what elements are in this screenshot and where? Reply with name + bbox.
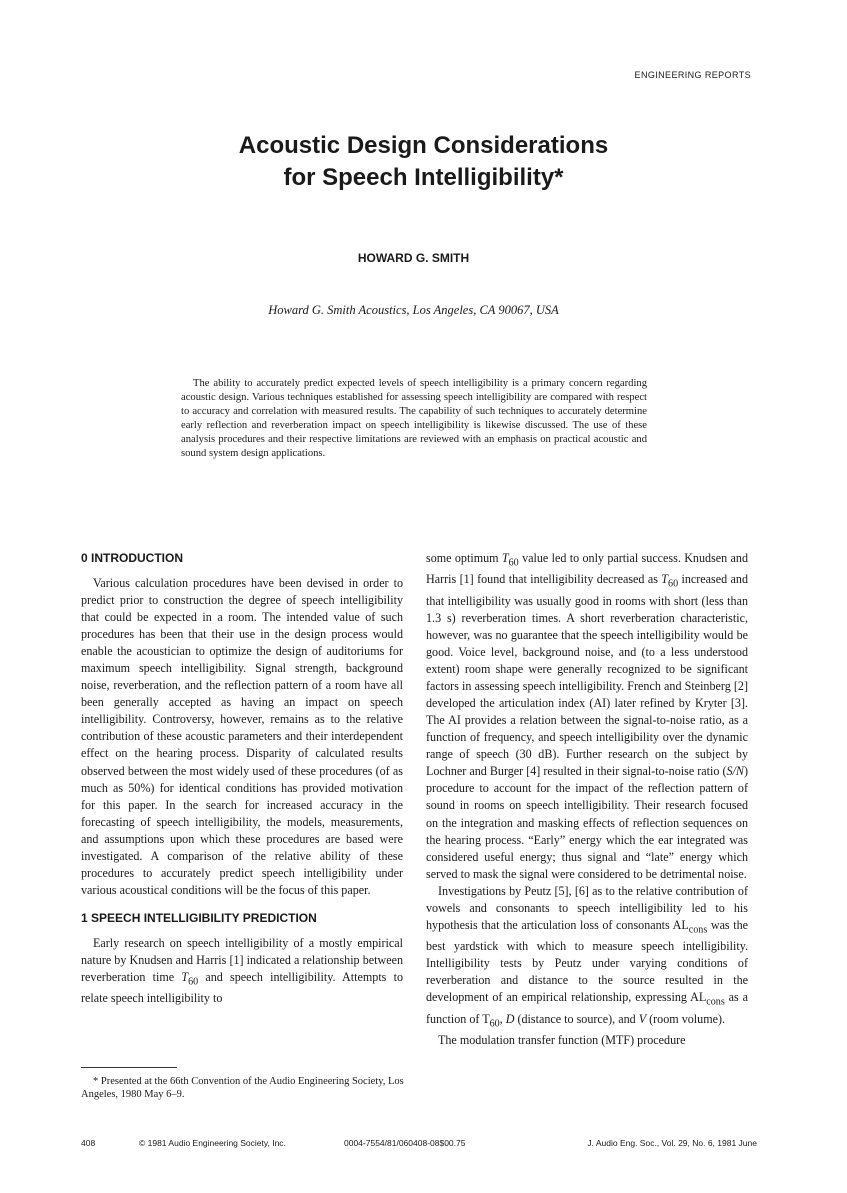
right-paragraph-2: Investigations by Peutz [5], [6] as to the relative contribution of vowels and consonants to speech intelligibility led to his hypothesis that the articulation loss of consonants $AL_{cons}$ was the best yardstick with which to measure speech intelligibility. Intelligibility tests by Peutz under varying conditions of reverberation and distance to the source resulted in the development of an empirical relationship, expressing $AL_{cons}$ as a function of $T_{60}$, D (distance to source), and V (room volume). [426, 883, 748, 1030]
article-code: 0004-7554/81/060408-08$00.75 [344, 1138, 466, 1148]
title-line-1: Acoustic Design Considerations [238, 132, 609, 159]
journal-citation: J. Audio Eng. Soc., Vol. 29, No. 6, 1981 June [587, 1138, 757, 1148]
page-number: 408 [81, 1138, 96, 1148]
author-name: HOWARD G. SMITH [357, 251, 470, 265]
copyright-notice: © 1981 Audio Engineering Society, Inc. [139, 1138, 286, 1148]
introduction-paragraph: Various calculation procedures have been devised in order to predict prior to construction the degree of speech intelligibility that could be expected in a room. The intended value of such procedures has been that their use in the design process would enable the acoustician to optimize the design of auditoriums for maximum speech intelligibility. Signal strength, background noise, reverberation, and the reflection pattern of a room have all been generally accepted as having an impact on speech intelligibility. Controversy, however, remains as to the relative contribution of these acoustic parameters and their interdependent effect on the hearing process. Disparity of calculated results observed between the most widely used of these procedures (of as much as 50%) for identical conditions has provided motivation for this paper. In the search for increased accuracy in the forecasting of speech intelligibility, the models, measurements, and assumptions upon which these procedures are based were investigated. A comparison of the relative ability of these procedures to accurately predict speech intelligibility under various acoustical conditions will be the focus of this paper. [81, 576, 403, 897]
running-header: ENGINEERING REPORTS [634, 70, 751, 80]
page-footer [81, 1138, 757, 1152]
right-paragraph-1: some optimum $T_{60}$ value led to only partial success. Knudsen and Harris [1] found that intelligibility decreased as $T_{60}$ increased and that intelligibility was usually good in rooms with short (less than 1.3 s) reverberation times. A short reverberation characteristic, however, was no guarantee that the speech intelligibility would be good. Voice level, background noise, and (to a less understood extent) room shape were generally recognized to be significant factors in assessing speech intelligibility. French and Steinberg [2] developed the articulation index (AI) later refined by Kryter [3]. The AI provides a relation between the signal-to-noise ratio, as a function of frequency, and speech intelligibility over the dynamic range of speech (30 dB). Further research on the subject by Lochner and Burger [4] resulted in their signal-to-noise ratio (S/N) procedure to account for the impact of the reflection pattern of sound in rooms on speech intelligibility. Their research focused on the integration and masking effects of reflection sequences on the hearing process. “Early” energy which the ear integrated was considered useful energy; thus signal and “late” energy which served to mask the signal were considered to be detrimental noise. [426, 551, 749, 881]
footnote: * Presented at the 66th Convention of the Audio Engineering Society, Los Angeles, 1980 May 6–9. [81, 1076, 404, 1100]
section-heading-introduction: 0 INTRODUCTION [81, 551, 183, 565]
right-column [426, 550, 748, 1049]
footnote-rule [81, 1067, 177, 1068]
title-line-2: for Speech Intelligibility* [283, 164, 564, 191]
section-heading-prediction: 1 SPEECH INTELLIGIBILITY PREDICTION [81, 910, 317, 925]
left-column [81, 550, 403, 1007]
abstract: The ability to accurately predict expected levels of speech intelligibility is a primary concern regarding acoustic design. Various techniques established for assessing speech intelligibility are compared with respect to accuracy and correlation with measured results. The capability of such techniques to accurately determine early reflection and reverberation impact on speech intelligibility is likewise discussed. The use of these analysis procedures and their respective limitations are reviewed with an emphasis on practical acoustic and sound system design applications. [181, 378, 647, 460]
author-affiliation: Howard G. Smith Acoustics, Los Angeles, CA 90067, USA [268, 303, 559, 317]
paper-title [0, 130, 847, 194]
prediction-paragraph: Early research on speech intelligibility of a mostly empirical nature by Knudsen and Harris [1] indicated a relationship between reverberation time $T_{60}$ and speech intelligibility. Attempts to relate speech intelligibility to [81, 935, 403, 1006]
right-paragraph-3: The modulation transfer function (MTF) procedure [438, 1033, 686, 1048]
